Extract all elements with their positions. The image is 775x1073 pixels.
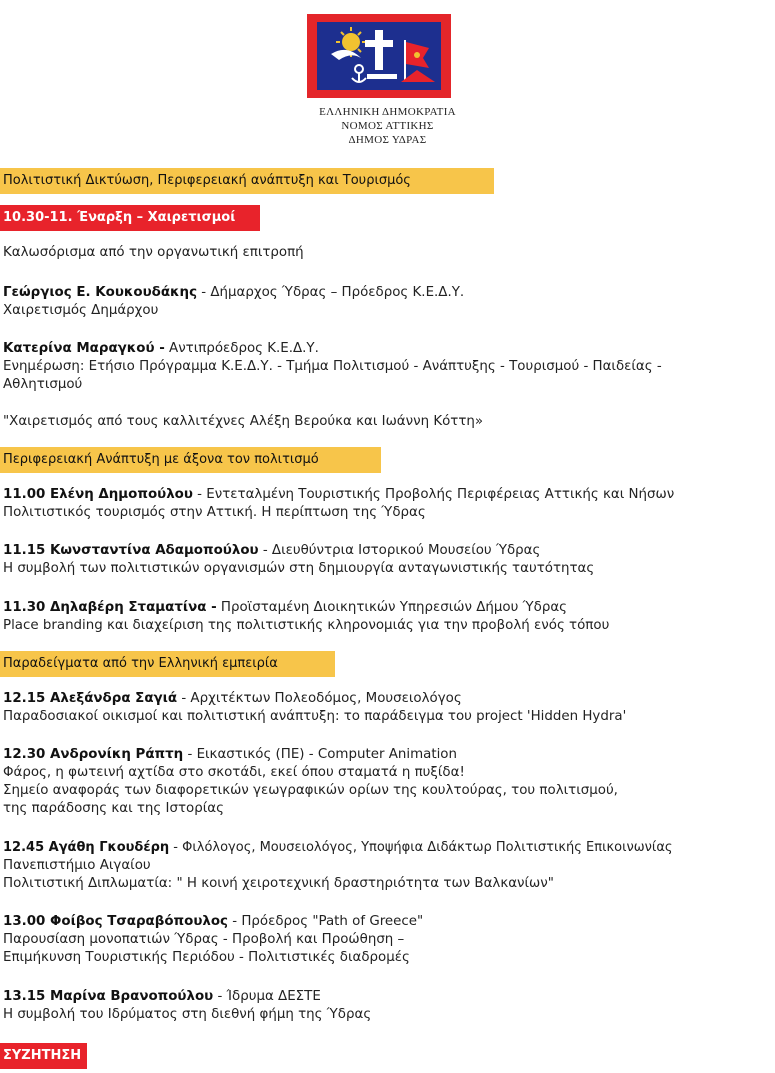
speaker-mayor xyxy=(3,285,464,300)
speaker-vice-president-topic-cont: Αθλητισμού xyxy=(3,377,83,392)
session-1130 xyxy=(3,600,567,615)
session-1230 xyxy=(3,747,457,762)
municipality-logo xyxy=(307,14,451,98)
speaker-role: - Εικαστικός (ΠΕ) - Computer Animation xyxy=(183,747,457,762)
session-1215-topic: Παραδοσιακοί οικισμοί και πολιτιστική ανάπτυξη: το παράδειγμα του project 'Hidden Hydra' xyxy=(3,709,627,724)
session-1115-topic: Η συμβολή των πολιτιστικών οργανισμών στη δημιουργία ανταγωνιστικής ταυτότητας xyxy=(3,561,595,576)
speaker-name: Γεώργιος Ε. Κουκουδάκης xyxy=(3,285,198,300)
section-banner-greek-experience: Παραδείγματα από την Ελληνική εμπειρία xyxy=(0,651,335,677)
session-1130-topic: Place branding και διαχείριση της πολιτιστικής κληρονομιάς για την προβολή ενός τόπου xyxy=(3,618,610,633)
speaker-name: 11.15 Κωνσταντίνα Αδαμοπούλου xyxy=(3,543,259,558)
speaker-role: - Φιλόλογος, Μουσειολόγος, Υποψήφια Διδάκτωρ Πολιτιστικής Επικοινωνίας xyxy=(169,840,673,855)
speaker-name: 12.30 Ανδρονίκη Ράπτη xyxy=(3,747,184,762)
page-header xyxy=(0,0,775,160)
session-1245-topic: Πολιτιστική Διπλωματία: " Η κοινή χειροτεχνική δραστηριότητα των Βαλκανίων" xyxy=(3,876,554,891)
session-1115 xyxy=(3,543,540,558)
speaker-name: 13.00 Φοίβος Τσαραβόπουλος xyxy=(3,914,228,929)
speaker-name: Κατερίνα Μαραγκού - xyxy=(3,341,165,356)
speaker-role: - Ίδρυμα ΔΕΣΤΕ xyxy=(213,989,321,1004)
speaker-name: 11.00 Ελένη Δημοπούλου xyxy=(3,487,193,502)
session-1315-topic: Η συμβολή του Ιδρύματος στη διεθνή φήμη της Ύδρας xyxy=(3,1007,372,1022)
speaker-name: 12.15 Αλεξάνδρα Σαγιά xyxy=(3,691,178,706)
speaker-role: Προϊσταμένη Διοικητικών Υπηρεσιών Δήμου Ύδρας xyxy=(216,600,568,615)
session-1230-topic-line3: της παράδοσης και της Ιστορίας xyxy=(3,801,224,816)
header-country: ΕΛΛΗΝΙΚΗ ΔΗΜΟΚΡΑΤΙΑ xyxy=(319,106,456,118)
speaker-role: Αντιπρόεδρος Κ.Ε.Δ.Υ. xyxy=(164,341,319,356)
session-1315 xyxy=(3,989,321,1004)
emblem-icon xyxy=(317,22,441,90)
welcome-line: Καλωσόρισμα από την οργανωτική επιτροπή xyxy=(3,245,304,260)
session-1100-topic: Πολιτιστικός τουρισμός στην Αττική. Η περίπτωση της Ύδρας xyxy=(3,505,426,520)
speaker-role: - Διευθύντρια Ιστορικού Μουσείου Ύδρας xyxy=(258,543,541,558)
section-banner-cultural-networking: Πολιτιστική Δικτύωση, Περιφερειακή ανάπτυξη και Τουρισμός xyxy=(0,168,494,194)
speaker-role: - Πρόεδρος "Path of Greece" xyxy=(227,914,424,929)
speaker-vice-president xyxy=(3,341,319,356)
session-1300 xyxy=(3,914,423,929)
session-1245-affiliation: Πανεπιστήμιο Αιγαίου xyxy=(3,858,151,873)
header-prefecture: ΝΟΜΟΣ ΑΤΤΙΚΗΣ xyxy=(341,120,434,132)
speaker-mayor-topic: Χαιρετισμός Δημάρχου xyxy=(3,303,159,318)
session-1245 xyxy=(3,840,673,855)
session-1300-topic: Παρουσίαση μονοπατιών Ύδρας - Προβολή και Προώθηση – xyxy=(3,932,405,947)
session-1230-topic: Φάρος, η φωτεινή αχτίδα στο σκοτάδι, εκεί όπου σταματά η πυξίδα! xyxy=(3,765,465,780)
session-1300-topic-line2: Επιμήκυνση Τουριστικής Περιόδου - Πολιτιστικές διαδρομές xyxy=(3,950,410,965)
speaker-name: 11.30 Δηλαβέρη Σταματίνα - xyxy=(3,600,217,615)
artists-greeting: "Χαιρετισμός από τους καλλιτέχνες Αλέξη Βερούκα και Ιωάννη Κόττη» xyxy=(3,414,484,429)
session-1100 xyxy=(3,487,674,502)
opening-banner: 10.30-11. Έναρξη – Χαιρετισμοί xyxy=(0,205,260,231)
speaker-role: - Εντεταλμένη Τουριστικής Προβολής Περιφέρειας Αττικής και Νήσων xyxy=(192,487,675,502)
section-banner-regional-development: Περιφερειακή Ανάπτυξη με άξονα τον πολιτισμό xyxy=(0,447,381,473)
speaker-role: - Αρχιτέκτων Πολεοδόμος, Μουσειολόγος xyxy=(177,691,462,706)
logo-emblem xyxy=(317,22,441,90)
session-1215 xyxy=(3,691,462,706)
header-municipality: ΔΗΜΟΣ ΥΔΡΑΣ xyxy=(348,134,427,146)
discussion-banner: ΣΥΖΗΤΗΣΗ xyxy=(0,1043,87,1069)
session-1230-topic-line2: Σημείο αναφοράς των διαφορετικών γεωγραφικών ορίων της κουλτούρας, του πολιτισμού, xyxy=(3,783,618,798)
speaker-name: 12.45 Αγάθη Γκουδέρη xyxy=(3,840,170,855)
speaker-vice-president-topic: Ενημέρωση: Ετήσιο Πρόγραμμα Κ.Ε.Δ.Υ. - Τμήμα Πολιτισμού - Ανάπτυξης - Τουρισμού - Παιδείας - xyxy=(3,359,662,374)
speaker-role: - Δήμαρχος Ύδρας – Πρόεδρος Κ.Ε.Δ.Υ. xyxy=(197,285,465,300)
speaker-name: 13.15 Μαρίνα Βρανοπούλου xyxy=(3,989,214,1004)
